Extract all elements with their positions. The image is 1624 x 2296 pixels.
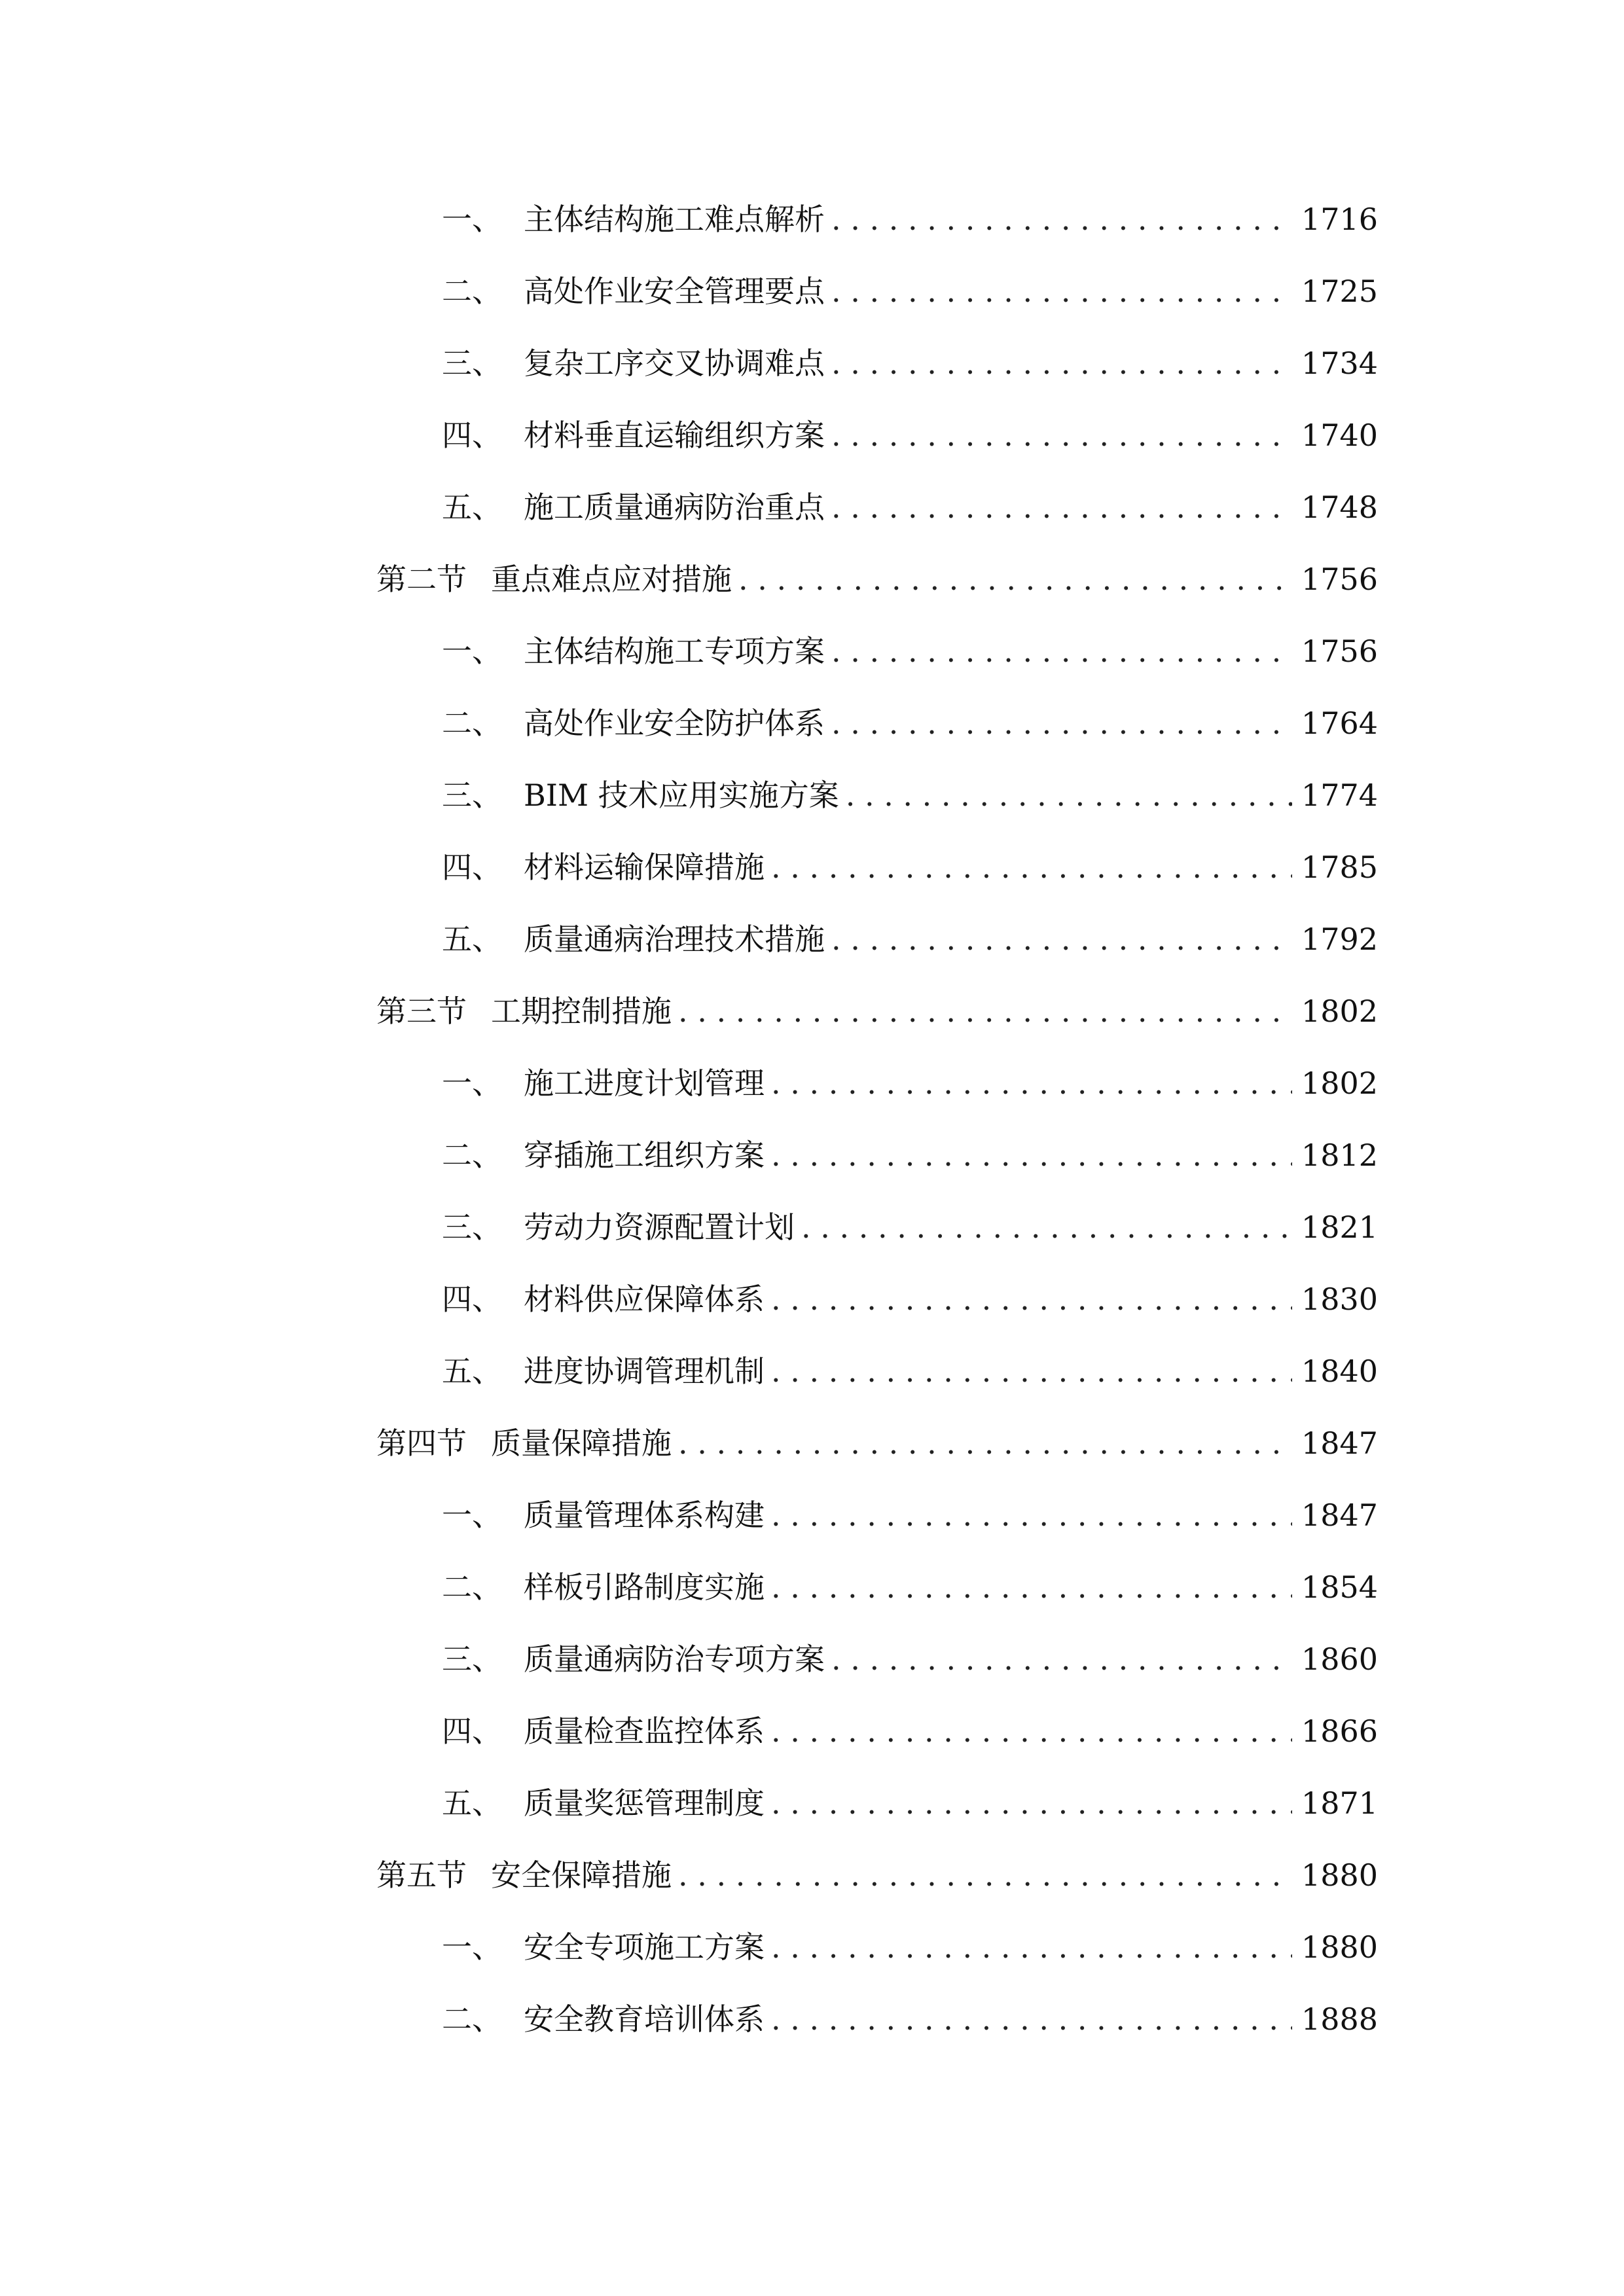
- toc-subsection-entry[interactable]: [376, 1911, 1378, 1983]
- toc-entry-number: 二、: [442, 1570, 502, 1605]
- toc-section-entry[interactable]: [376, 1407, 1378, 1479]
- toc-entry-number: 第五节: [376, 1857, 467, 1893]
- toc-entry-page-number: 1756: [1301, 562, 1378, 597]
- toc-entry-page-number: 1821: [1301, 1210, 1378, 1245]
- toc-entry-title: 质量通病防治专项方案: [524, 1641, 825, 1677]
- toc-dot-leader: [771, 1064, 1292, 1103]
- toc-subsection-entry[interactable]: [376, 1767, 1378, 1839]
- toc-subsection-entry[interactable]: [376, 183, 1378, 255]
- toc-entry-number: 第二节: [376, 562, 467, 597]
- toc-entry-title: 质量通病治理技术措施: [524, 922, 825, 957]
- toc-entry-title: 材料垂直运输组织方案: [524, 418, 825, 453]
- toc-subsection-entry[interactable]: [376, 903, 1378, 975]
- toc-entry-number: 一、: [442, 1498, 502, 1533]
- toc-dot-leader: [771, 1136, 1292, 1175]
- toc-dot-leader: [831, 488, 1292, 527]
- toc-entry-number: 四、: [442, 1713, 502, 1749]
- toc-subsection-entry[interactable]: [376, 255, 1378, 327]
- toc-dot-leader: [831, 344, 1292, 383]
- toc-section-entry[interactable]: [376, 975, 1378, 1047]
- toc-entry-number: 一、: [442, 1066, 502, 1101]
- toc-entry-number: 五、: [442, 490, 502, 525]
- toc-entry-page-number: 1725: [1301, 274, 1378, 309]
- toc-entry-page-number: 1888: [1301, 2001, 1378, 2037]
- toc-dot-leader: [771, 1712, 1292, 1751]
- toc-entry-number: 一、: [442, 1929, 502, 1965]
- toc-entry-title: 安全教育培训体系: [524, 2001, 765, 2037]
- toc-subsection-entry[interactable]: [376, 1047, 1378, 1119]
- toc-entry-page-number: 1748: [1301, 490, 1378, 525]
- toc-entry-page-number: 1802: [1301, 1066, 1378, 1101]
- toc-entry-title: 质量检查监控体系: [524, 1713, 765, 1749]
- toc-entry-number: 二、: [442, 2001, 502, 2037]
- toc-subsection-entry[interactable]: [376, 615, 1378, 687]
- toc-entry-page-number: 1860: [1301, 1641, 1378, 1677]
- toc-dot-leader: [801, 1208, 1292, 1247]
- toc-subsection-entry[interactable]: [376, 1623, 1378, 1695]
- toc-entry-page-number: 1847: [1301, 1498, 1378, 1533]
- toc-entry-number: 四、: [442, 1282, 502, 1317]
- toc-entry-number: 一、: [442, 634, 502, 669]
- toc-entry-page-number: 1802: [1301, 994, 1378, 1029]
- toc-dot-leader: [678, 1424, 1292, 1463]
- toc-entry-title: 安全保障措施: [491, 1857, 672, 1893]
- toc-subsection-entry[interactable]: [376, 1263, 1378, 1335]
- toc-subsection-entry[interactable]: [376, 831, 1378, 903]
- toc-entry-title: 高处作业安全管理要点: [524, 274, 825, 309]
- toc-subsection-entry[interactable]: [376, 1335, 1378, 1407]
- toc-entry-title: 劳动力资源配置计划: [524, 1210, 795, 1245]
- toc-entry-title: 穿插施工组织方案: [524, 1138, 765, 1173]
- toc-dot-leader: [831, 704, 1292, 743]
- toc-dot-leader: [771, 1568, 1292, 1607]
- toc-entry-number: 三、: [442, 1641, 502, 1677]
- toc-section-entry[interactable]: [376, 1839, 1378, 1911]
- toc-entry-page-number: 1880: [1301, 1929, 1378, 1965]
- toc-entry-title: 主体结构施工难点解析: [524, 202, 825, 237]
- toc-entry-title: 材料供应保障体系: [524, 1282, 765, 1317]
- toc-entry-title: 进度协调管理机制: [524, 1354, 765, 1389]
- toc-dot-leader: [771, 1784, 1292, 1823]
- toc-entry-page-number: 1785: [1301, 850, 1378, 885]
- toc-dot-leader: [738, 560, 1292, 599]
- toc-entry-page-number: 1734: [1301, 346, 1378, 381]
- toc-subsection-entry[interactable]: [376, 1695, 1378, 1767]
- toc-entry-number: 四、: [442, 418, 502, 453]
- toc-dot-leader: [771, 1928, 1292, 1967]
- toc-entry-number: 第三节: [376, 994, 467, 1029]
- toc-entry-page-number: 1774: [1301, 778, 1378, 813]
- toc-entry-title: 质量奖惩管理制度: [524, 1785, 765, 1821]
- table-of-contents: [376, 183, 1378, 2055]
- toc-subsection-entry[interactable]: [376, 399, 1378, 471]
- toc-entry-title: 工期控制措施: [491, 994, 672, 1029]
- toc-entry-number: 二、: [442, 274, 502, 309]
- toc-entry-number: 四、: [442, 850, 502, 885]
- toc-dot-leader: [831, 920, 1292, 959]
- toc-dot-leader: [771, 2000, 1292, 2039]
- toc-entry-title: 质量保障措施: [491, 1426, 672, 1461]
- toc-entry-title: 重点难点应对措施: [491, 562, 732, 597]
- toc-subsection-entry[interactable]: [376, 687, 1378, 759]
- toc-entry-page-number: 1847: [1301, 1426, 1378, 1461]
- toc-entry-title: 施工质量通病防治重点: [524, 490, 825, 525]
- toc-dot-leader: [831, 272, 1292, 311]
- toc-entry-number: 二、: [442, 706, 502, 741]
- toc-entry-title: 施工进度计划管理: [524, 1066, 765, 1101]
- toc-entry-number: 二、: [442, 1138, 502, 1173]
- toc-entry-title: 材料运输保障措施: [524, 850, 765, 885]
- toc-entry-number: 五、: [442, 1354, 502, 1389]
- toc-entry-title: 主体结构施工专项方案: [524, 634, 825, 669]
- toc-dot-leader: [831, 632, 1292, 671]
- toc-subsection-entry[interactable]: [376, 1551, 1378, 1623]
- toc-dot-leader: [846, 776, 1292, 815]
- toc-dot-leader: [771, 1280, 1292, 1319]
- toc-entry-page-number: 1830: [1301, 1282, 1378, 1317]
- toc-entry-number: 五、: [442, 1785, 502, 1821]
- toc-subsection-entry[interactable]: [376, 471, 1378, 543]
- toc-entry-page-number: 1740: [1301, 418, 1378, 453]
- toc-entry-title: BIM 技术应用实施方案: [524, 778, 839, 813]
- toc-subsection-entry[interactable]: [376, 759, 1378, 831]
- toc-subsection-entry[interactable]: [376, 1191, 1378, 1263]
- toc-dot-leader: [771, 848, 1292, 887]
- toc-entry-page-number: 1871: [1301, 1785, 1378, 1821]
- toc-entry-page-number: 1840: [1301, 1354, 1378, 1389]
- toc-dot-leader: [771, 1352, 1292, 1391]
- toc-entry-page-number: 1812: [1301, 1138, 1378, 1173]
- toc-entry-title: 样板引路制度实施: [524, 1570, 765, 1605]
- toc-entry-title: 复杂工序交叉协调难点: [524, 346, 825, 381]
- toc-subsection-entry[interactable]: [376, 1983, 1378, 2055]
- toc-entry-page-number: 1866: [1301, 1713, 1378, 1749]
- toc-entry-number: 三、: [442, 1210, 502, 1245]
- toc-dot-leader: [831, 200, 1292, 239]
- toc-entry-title: 安全专项施工方案: [524, 1929, 765, 1965]
- toc-dot-leader: [771, 1496, 1292, 1535]
- toc-subsection-entry[interactable]: [376, 1479, 1378, 1551]
- toc-section-entry[interactable]: [376, 543, 1378, 615]
- toc-entry-number: 五、: [442, 922, 502, 957]
- toc-entry-title: 质量管理体系构建: [524, 1498, 765, 1533]
- toc-entry-number: 第四节: [376, 1426, 467, 1461]
- toc-entry-number: 三、: [442, 778, 502, 813]
- toc-entry-number: 三、: [442, 346, 502, 381]
- toc-subsection-entry[interactable]: [376, 327, 1378, 399]
- toc-dot-leader: [831, 1640, 1292, 1679]
- toc-entry-page-number: 1716: [1301, 202, 1378, 237]
- toc-subsection-entry[interactable]: [376, 1119, 1378, 1191]
- toc-dot-leader: [831, 416, 1292, 455]
- toc-dot-leader: [678, 1856, 1292, 1895]
- toc-dot-leader: [678, 992, 1292, 1031]
- toc-entry-page-number: 1792: [1301, 922, 1378, 957]
- toc-entry-page-number: 1756: [1301, 634, 1378, 669]
- toc-entry-number: 一、: [442, 202, 502, 237]
- toc-entry-title: 高处作业安全防护体系: [524, 706, 825, 741]
- toc-entry-page-number: 1764: [1301, 706, 1378, 741]
- toc-entry-page-number: 1854: [1301, 1570, 1378, 1605]
- toc-entry-page-number: 1880: [1301, 1857, 1378, 1893]
